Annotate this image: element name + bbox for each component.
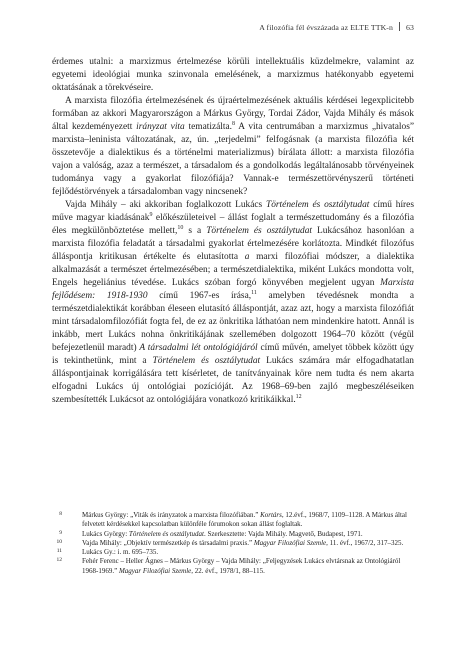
header-divider (399, 22, 400, 31)
footnote-text: , 12.évf., 1968/7, 1109–1128. A Márkus által felvetett kérdésekkel kapcsolatban különféle fórumokon sokan állást foglaltak. (82, 511, 407, 529)
paragraph-2 (52, 95, 414, 199)
italic-title: Történelem és osztálytudat (206, 226, 313, 236)
footnote-number: 10 (56, 538, 62, 545)
footnote-text: , 11. évf., 1967/2, 317–325. (326, 538, 404, 547)
italic-title: Történelem és osztálytudat (152, 356, 261, 366)
running-header (259, 22, 414, 32)
footnote-number: 12 (56, 557, 62, 564)
footnote-ref[interactable]: 12 (295, 394, 302, 400)
text-run: Lukács számára már elfogadhatatlan álláspontjainak korrigálására tett kísérletet, de tanítványainak köre nem tudta és nem akarta elfogadni Lukács új ontológiai pozícióját. Az 1968–69-ben zajló megbeszéléseiken szembesítették Lukácsot az ontológiájára vonatkozó kritikáikkal. (52, 356, 414, 405)
footnote-number: 11 (56, 548, 62, 555)
footnote-ref[interactable]: 8 (232, 121, 235, 127)
text-run: előkészületeivel – állást foglalt a természettudomány és a filozófia éles megkülönböztetése mellett, (52, 213, 414, 236)
text-run: A vita centrumában a marxizmus „hivatalos” marxista–leninista változatának, az, ún. „terjedelmi” felfogásnak (a marxista filozófia két összetevője a dialektikus és a történelmi materializmus) bírálata állott: a marxista filozófia vajon a valóság, azaz a természet, a társadalom és a gondolkodás legáltalánosabb törvényeinek tudománya vagy a gyakorlat filozófiája? Vannak-e természettörvényszerű történeti fejlődéstörvények a társadalomban vagy nincsenek? (52, 122, 415, 197)
text-run: Lukácsához hasonlóan a marxista filozófia feladatát a társadalmi gyakorlat értelmezésére korlátozta. Mindkét filozófus álláspontja kritikusan értékelte és elutasította (52, 226, 414, 262)
footnotes (52, 511, 414, 576)
footnote-journal: Kortárs (260, 511, 282, 519)
italic-title: A társadalmi lét ontológiájáról (139, 343, 258, 353)
footnote-11 (52, 548, 414, 557)
italic-word: a (244, 252, 250, 262)
footnote-10 (52, 539, 414, 548)
paragraph-3 (52, 199, 414, 407)
paragraph-1: érdemes utalni: a marxizmus értelmezése körüli intellektuális küzdelmekre, valamint az egyetemi ideológiai munka szinvonala emelésének, a marxizmus hatékonyabb egyetemi oktatásának a törekvéseire. (52, 57, 414, 93)
footnote-number: 8 (59, 511, 62, 517)
text-run: című művén, amelyet többek között úgy is tekinthetünk, mint a (52, 343, 414, 366)
footnote-ref[interactable]: 11 (251, 290, 257, 296)
footnote-journal: Magyar Filozófiai Szemle (253, 538, 327, 547)
text-run: című 1967-es írása, (147, 291, 252, 301)
footnote-journal: Történelem és osztálytudat (128, 529, 204, 538)
text-run: A marxista filozófia értelmezésének és újraértelmezésének aktuális kérdései legexplicitebb formában az akkori Magyarországon a Márkus György, Tordai Zádor, Vajda Mihály és mások által kezdeményezett (52, 96, 414, 132)
footnote-text: . Szerkesztette: Vajda Mihály. Magvető, Budapest, 1971. (203, 529, 363, 538)
footnote-12 (52, 557, 414, 576)
body-text (52, 56, 414, 407)
footnote-text: Lukács György: (82, 529, 129, 538)
footnote-9 (52, 530, 414, 539)
footnote-text: Fehér Ferenc – Heller Ágnes – Márkus György – Vajda Mihály: „Feljegyzések Lukács elvtársnak az Ontológiáról 1968-1969.” (82, 557, 401, 575)
text-run: s a (183, 226, 207, 236)
footnote-8 (52, 511, 414, 530)
footnote-journal: Magyar Filozófiai Szemle (118, 566, 192, 575)
footnote-text: , 22. évf., 1978/1, 88–115. (191, 566, 265, 575)
footnote-ref[interactable]: 10 (177, 225, 184, 231)
footnote-text: Márkus György: „Viták és irányzatok a marxista filozófiában.” (82, 511, 261, 519)
italic-title: Történelem és osztálytudat (266, 200, 370, 210)
text-run: tematizálta. (184, 122, 232, 132)
italic-term: irányzat vita (136, 122, 185, 132)
footnote-number: 9 (59, 529, 62, 536)
text-run: Vajda Mihály – aki akkoriban foglalkozott Lukács (65, 200, 266, 210)
italic-title: Marxista fejlődésem: 1918-1930 (52, 278, 414, 301)
running-title: A filozófia fél évszázada az ELTE TTK-n (259, 23, 393, 32)
text-run: marxi filozófiai módszer, a dialektika alkalmazását a természet értelmezésében; a természetdialektika, miként Lukács mondotta volt, Engels hegeliánius tévedése. Lukács szóban forgó könyvében megjelent ugyan (52, 252, 414, 288)
page-number: 63 (406, 23, 414, 32)
text-run: című híres műve magyar kiadásának (52, 200, 414, 223)
footnote-ref[interactable]: 9 (149, 212, 153, 218)
footnote-text: Vajda Mihály: „Objektív természetkép és társadalmi praxis.” (82, 538, 254, 547)
footnote-text: Lukács Gy.: i. m. 695–735. (82, 548, 159, 557)
text-run: amelyben tévedésnek mondta a természetdialektikát korábban éleseen elutasító álláspontját, azaz azt, hogy a marxista filozófiát mint társadalomfilozófiát fogta fel, de ez az önkritika láthatóan nem mindenkire hatott. Annál is inkább, mert Lukács nohna önkritikájának szellemében dolgozott 1964–70 között (végül befejezetlenül maradt) (52, 291, 414, 353)
